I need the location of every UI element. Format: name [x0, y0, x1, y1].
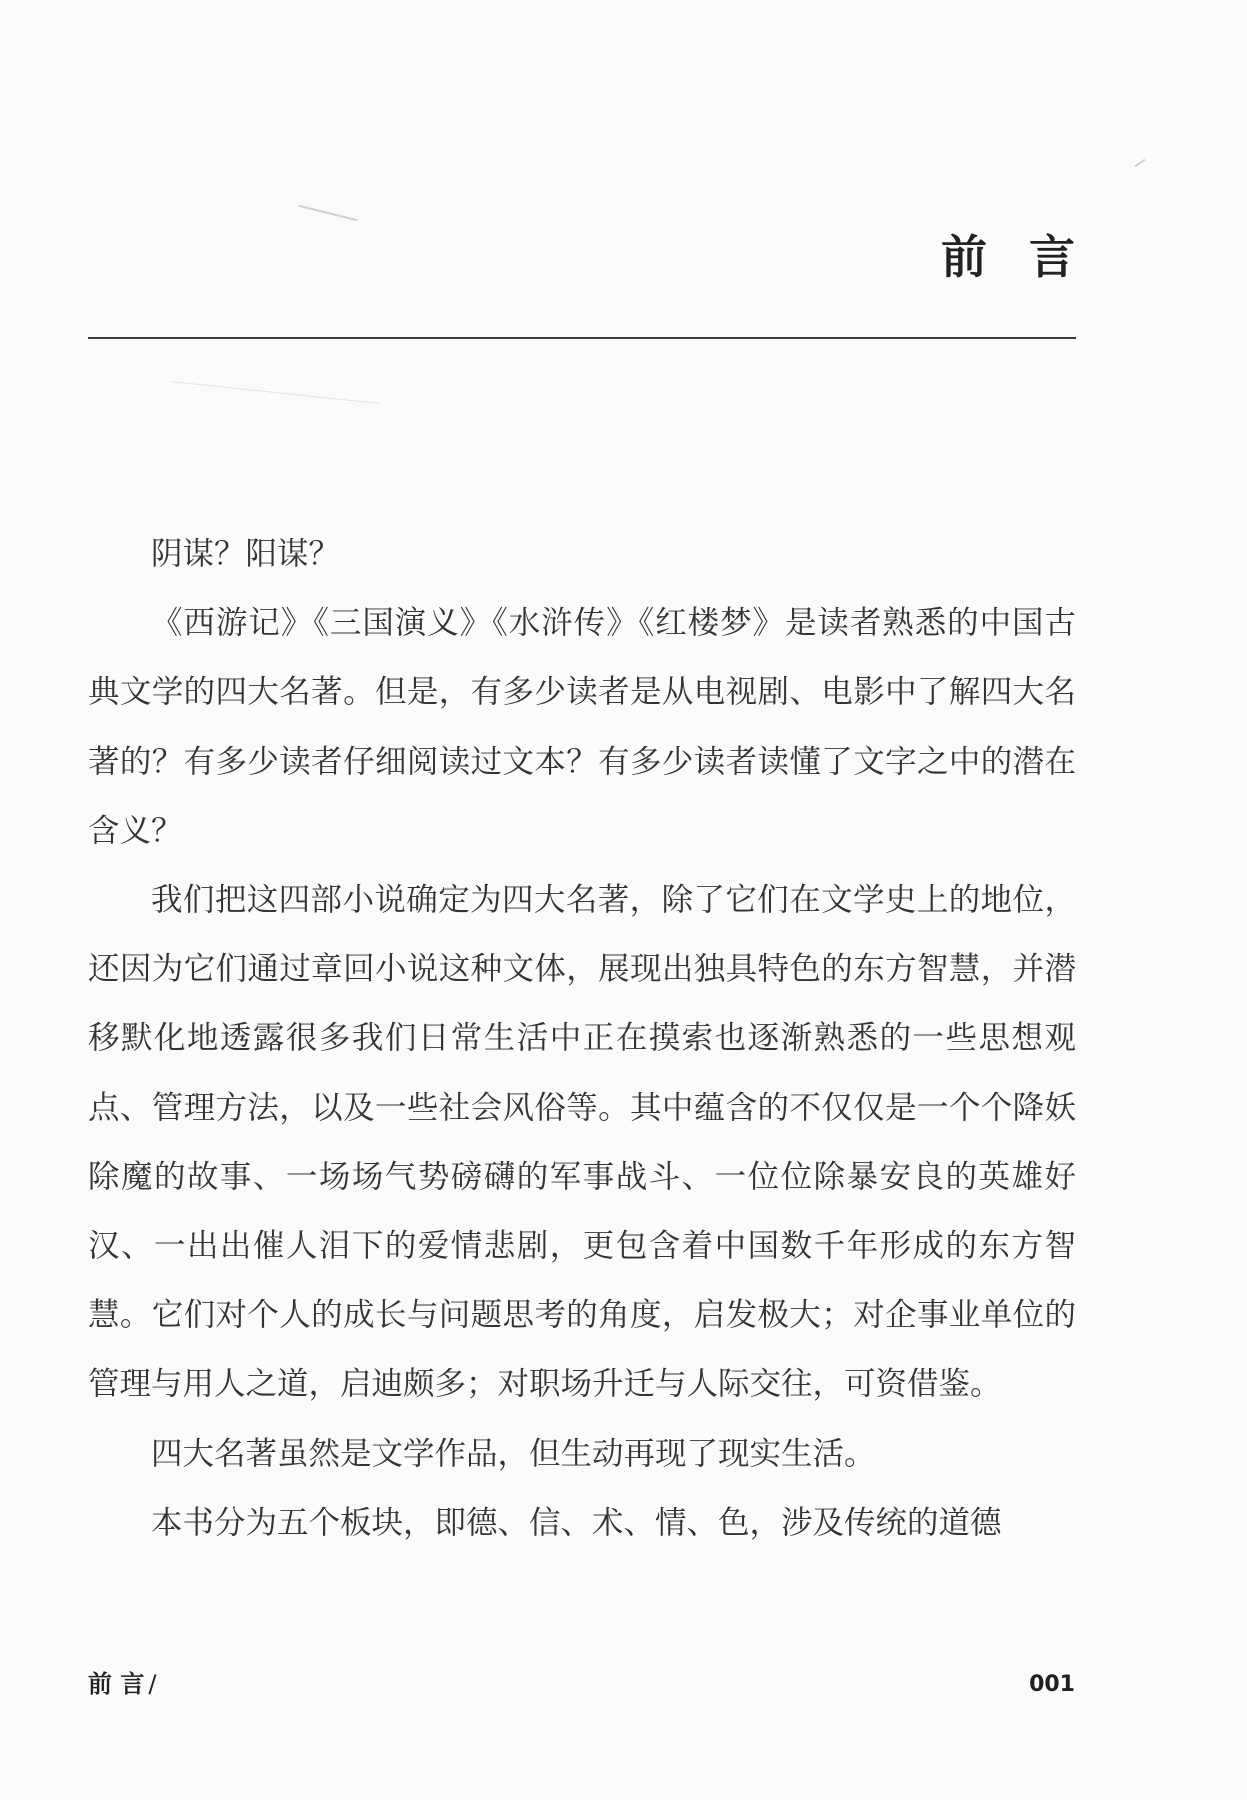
scan-mark	[1135, 159, 1146, 168]
paragraph: 阴谋？阳谋？	[151, 536, 341, 572]
scan-mark	[171, 381, 380, 404]
running-footer	[88, 1672, 156, 1696]
footer-separator: /	[148, 1670, 157, 1698]
paragraph: 本书分为五个板块，即德、信、术、情、色，涉及传统的道德	[151, 1504, 1002, 1541]
paragraph: 我们把这四部小说确定为四大名著，除了它们在文学史上的地位，还因为它们通过章回小说这种文体，展现出独具特色的东方智慧，并潜移默化地透露很多我们日常生活中正在摸索也逐渐熟悉的一些思想观点、管理方法，以及一些社会风俗等。其中蕴含的不仅仅是一个个降妖除魔的故事、一场场气势磅礴的军事战斗、一位位除暴安良的英雄好汉、一出出催人泪下的爱情悲剧，更包含着中国数千年形成的东方智慧。它们对个人的成长与问题思考的角度，启发极大；对企事业单位的管理与用人之道，启迪颇多；对职场升迁与人际交往，可资借鉴。	[88, 882, 1076, 1403]
page-title: 前言	[941, 230, 1117, 284]
scan-mark	[299, 205, 358, 221]
footer-section-title: 前 言	[88, 1670, 145, 1698]
title-divider	[88, 337, 1076, 339]
page-number: 001	[1029, 1672, 1075, 1697]
body-text	[88, 520, 1076, 1558]
paragraph: 四大名著虽然是文学作品，但生动再现了现实生活。	[151, 1435, 876, 1472]
paragraph: 《西游记》《三国演义》《水浒传》《红楼梦》是读者熟悉的中国古典文学的四大名著。但是，有多少读者是从电视剧、电影中了解四大名著的？有多少读者仔细阅读过文本？有多少读者读懂了文字之中的潜在含义？	[88, 605, 1076, 849]
